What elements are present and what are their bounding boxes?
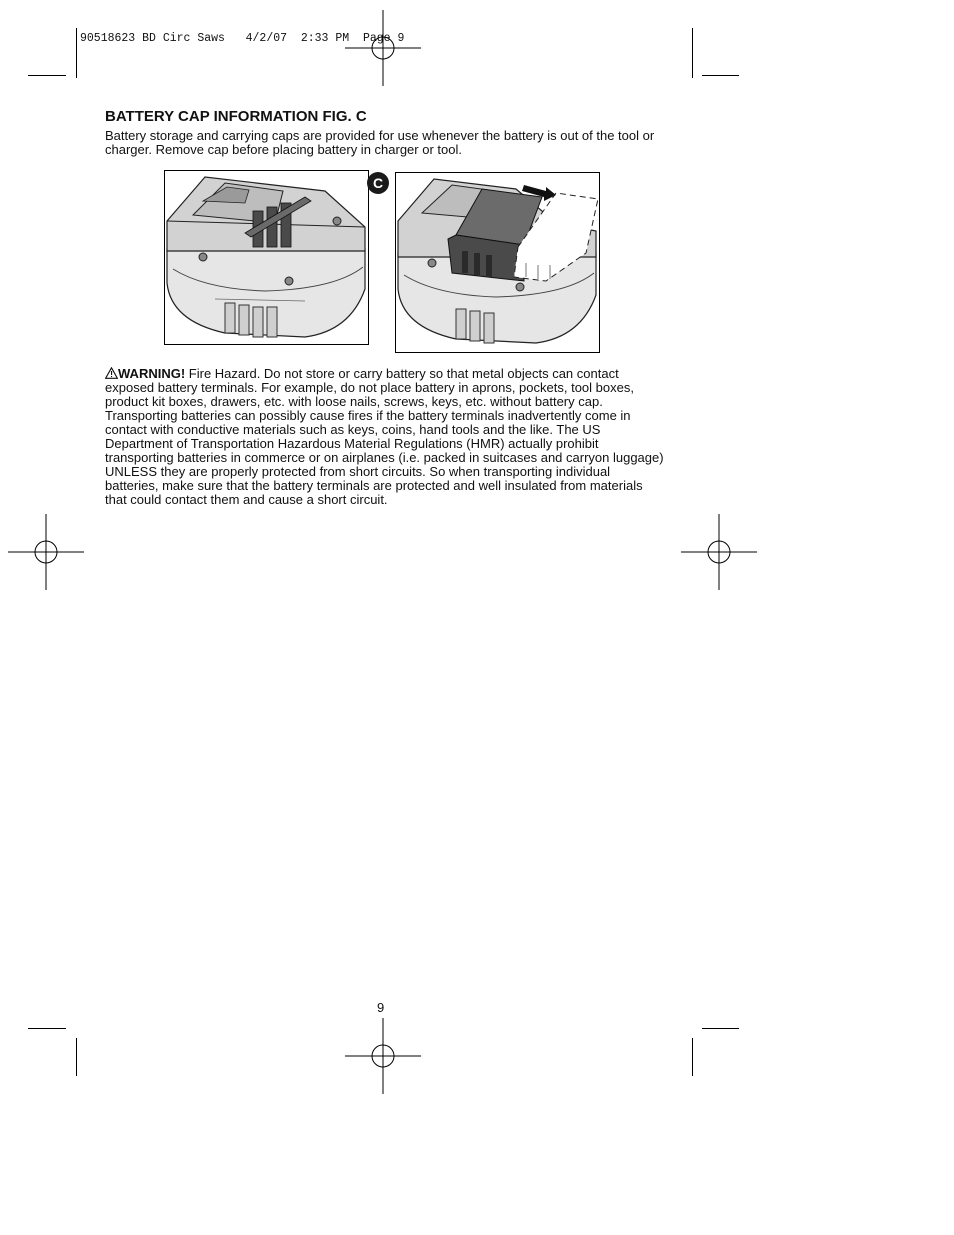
- section-title: BATTERY CAP INFORMATION FIG. C: [105, 108, 367, 125]
- battery-illustration-without-cap: [164, 170, 369, 345]
- crop-mark: [692, 28, 693, 78]
- printer-slug-line: 90518623 BD Circ Saws 4/2/07 2:33 PM Page 9: [80, 32, 405, 45]
- warning-triangle-icon: [105, 367, 118, 379]
- registration-mark: [8, 514, 84, 590]
- battery-illustration-with-cap: [395, 172, 600, 353]
- crop-mark: [702, 75, 739, 76]
- crop-mark: [76, 1038, 77, 1076]
- registration-mark: [345, 10, 421, 86]
- crop-mark: [702, 1028, 739, 1029]
- registration-mark: [681, 514, 757, 590]
- crop-mark: [28, 1028, 66, 1029]
- warning-paragraph: [105, 367, 665, 507]
- warning-label: WARNING!: [118, 366, 186, 381]
- crop-mark: [76, 28, 77, 78]
- crop-mark: [692, 1038, 693, 1076]
- registration-mark: [345, 1018, 421, 1094]
- figure-label-badge: C: [367, 172, 389, 194]
- intro-paragraph: Battery storage and carrying caps are provided for use whenever the battery is out of the tool or charger. Remove cap before placing battery in charger or tool.: [105, 128, 655, 157]
- warning-text: Fire Hazard. Do not store or carry battery so that metal objects can contact exposed battery terminals. For example, do not place battery in aprons, pockets, tool boxes, product kit boxes, drawers, etc. with loose nails, screws, keys, etc. without battery cap. Transporting batteries can possibly cause fires if the battery terminals inadvertently come in contact with conductive materials such as keys, coins, hand tools and the like. The US Department of Transportation Hazardous Material Regulations (HMR) actually prohibit transporting batteries in commerce or on airplanes (i.e. packed in suitcases and carryon luggage) UNLESS they are properly protected from short circuits. So when transporting individual batteries, make sure that the battery terminals are protected and well insulated from materials that could contact them and cause a short circuit.: [105, 366, 664, 507]
- page-number: 9: [377, 1000, 385, 1015]
- crop-mark: [28, 75, 66, 76]
